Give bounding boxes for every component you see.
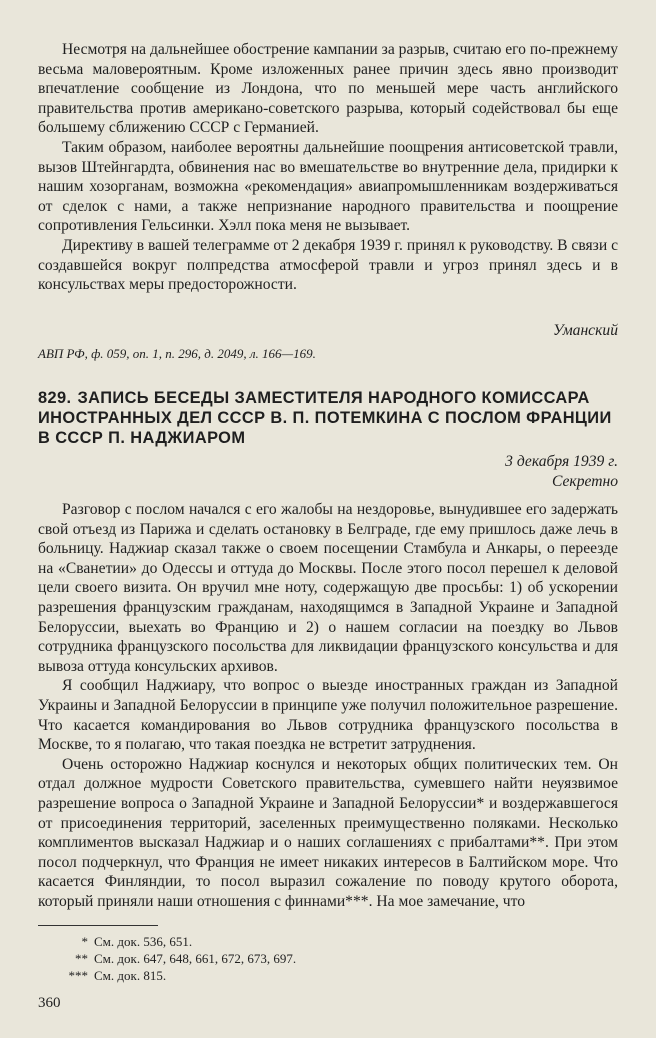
document-date: 3 декабря 1939 г. [505, 453, 618, 470]
footnote [38, 950, 438, 967]
paragraph: Разговор с послом начался с его жалобы на нездоровье, вынудившее его задержать свой отъезд из Парижа и сделать остановку в Белграде, где ему пришлось даже лечь в больницу. Наджиар сказал также о своем посещении Стамбула и Анкары, о переезде на «Сванетии» до Одессы и оттуда до Москвы. После этого посол перешел к деловой цели своего визита. Он вручил мне ноту, содержащую две просьбы: 1) об ускорении разрешения французским гражданам, находящимся в Западной Украине и Западной Белоруссии, выехать во Францию и 2) о нашем согласии на поездку во Львов сотрудника французского посольства для ликвидации французского консульства и для вывоза оттуда консульских архивов. [38, 501, 618, 675]
paragraph: Очень осторожно Наджиар коснулся и некоторых общих политических тем. Он отдал должное мудрости Советского правительства, сумевшего найти неуязвимое разрешение вопроса о Западной Украине и Западной Белоруссии* и воздержавшегося от присоединения территорий, заселенных преимущественно поляками. Несколько комплиментов высказал Наджиар и о наших соглашениях с прибалтами**. При этом посол подчеркнул, что Франция не имеет никаких интересов в Балтийском море. Что касается Финляндии, то посол выразил сожаление по поводу крутого оборота, который приняли наши отношения с финнами***. На мое замечание, что [38, 755, 618, 910]
footnote-divider [38, 925, 158, 926]
footnote-mark: ** [75, 951, 88, 966]
footnote-mark: *** [68, 968, 88, 983]
paragraph: Таким образом, наиболее вероятны дальнейшие поощрения антисоветской травли, вызов Штейнгардта, обвинения нас во вмешательстве во внутренние дела, придирки к нашим хозорганам, возможна «рекомендация» авиапромышленникам воздерживаться от сделок с нами, а также непризнание народного правительства и поощрение сопротивления Гельсинки. Хэлл пока меня не вызывает. [38, 138, 618, 235]
footnotes [38, 933, 438, 984]
footnote-mark: * [81, 934, 88, 949]
signature: Уманский [552, 322, 618, 339]
paragraph: Несмотря на дальнейшее обострение кампании за разрыв, считаю его по-прежнему весьма маловероятным. Кроме изложенных ранее причин здесь явно производит впечатление сообщение из Лондона, что по меньшей мере часть английского правительства против американо-советского разрыва, который содействовал бы еще большему сближению СССР с Германией. [38, 41, 618, 137]
footnote [38, 933, 438, 950]
paragraph: Директиву в вашей телеграмме от 2 декабря 1939 г. принял к руководству. В связи с создавшейся вокруг полпредства атмосферой травли и угроз принял здесь и в консульствах меры предосторожности. [38, 236, 618, 294]
footnote-text: См. док. 815. [94, 968, 167, 983]
document-title: ЗАПИСЬ БЕСЕДЫ ЗАМЕСТИТЕЛЯ НАРОДНОГО КОМИССАРА ИНОСТРАННЫХ ДЕЛ СССР В. П. ПОТЕМКИНА С ПОСЛОМ ФРАНЦИИ В СССР П. НАДЖИАРОМ [38, 389, 612, 447]
paragraph: Я сообщил Наджиару, что вопрос о выезде иностранных граждан из Западной Украины и Западной Белоруссии в принципе уже получил положительное разрешение. Что касается командирования во Львов сотрудника французского посольства в Москве, то я полагаю, что такая поездка не встретит затруднения. [38, 677, 618, 754]
prior-document-text [38, 40, 618, 295]
footnote-text: См. док. 647, 648, 661, 672, 673, 697. [94, 951, 297, 966]
archive-source: АВП РФ, ф. 059, оп. 1, п. 296, д. 2049, л. 166—169. [38, 346, 316, 361]
classification-label: Секретно [551, 473, 618, 490]
footnote [38, 967, 438, 984]
document-number: 829. [38, 389, 72, 407]
page-number: 360 [38, 995, 61, 1011]
document-heading [38, 388, 618, 448]
footnote-text: См. док. 536, 651. [94, 934, 193, 949]
document-body [38, 500, 618, 911]
